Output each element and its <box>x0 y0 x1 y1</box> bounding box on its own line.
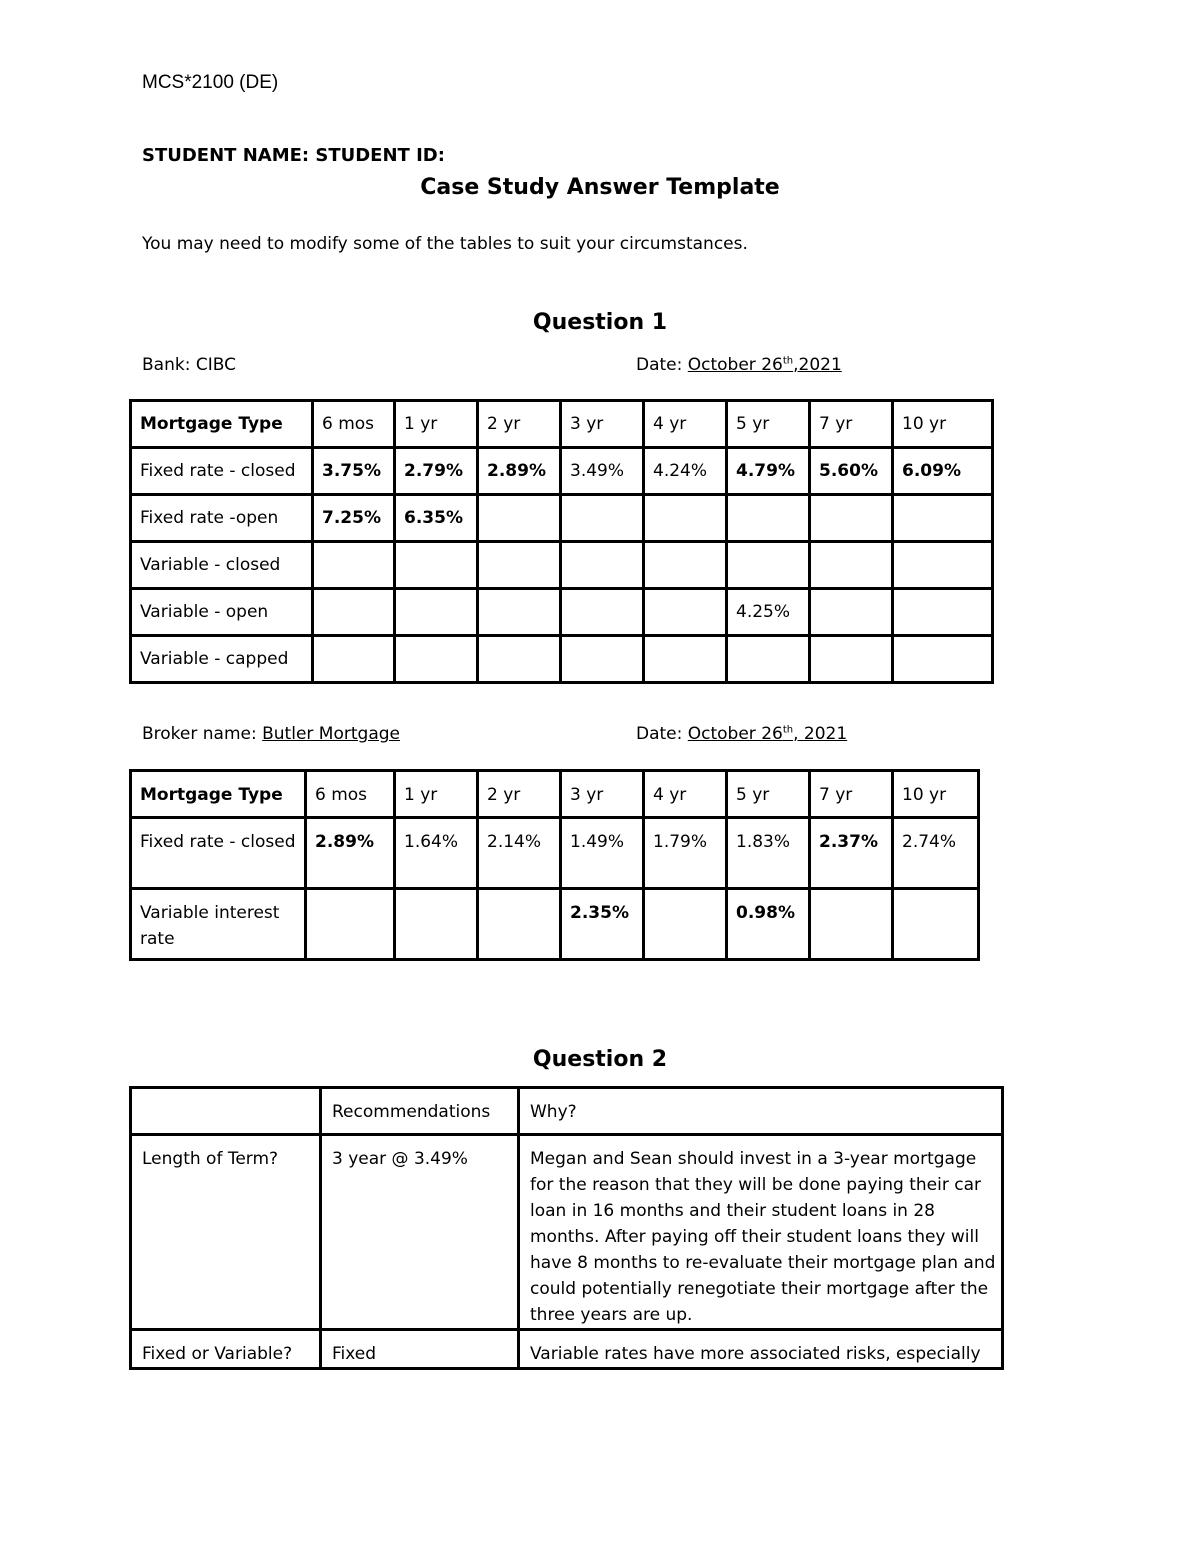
column-header: 6 mos <box>306 771 395 818</box>
rate-cell: 1.64% <box>395 818 478 889</box>
bank-date-label: Date: <box>636 355 688 375</box>
rate-cell <box>810 889 893 960</box>
broker-line <box>142 724 400 744</box>
recommendations-table <box>129 1086 1004 1370</box>
column-header: 5 yr <box>727 771 810 818</box>
rate-cell <box>893 636 993 683</box>
column-header: 2 yr <box>478 401 561 448</box>
rate-cell <box>893 542 993 589</box>
broker-label: Broker name: <box>142 724 263 744</box>
rate-cell <box>810 495 893 542</box>
rate-cell: 1.49% <box>561 818 644 889</box>
rate-cell <box>313 636 395 683</box>
rate-cell <box>644 889 727 960</box>
rate-cell <box>893 589 993 636</box>
bank-date <box>636 355 842 375</box>
why-cell: Variable rates have more associated risks, especially <box>519 1330 1003 1369</box>
column-header: 6 mos <box>313 401 395 448</box>
column-header: Mortgage Type <box>131 401 313 448</box>
column-header: 2 yr <box>478 771 561 818</box>
broker-date <box>636 724 847 744</box>
rate-cell <box>395 542 478 589</box>
rate-cell: 6.35% <box>395 495 478 542</box>
rate-cell <box>313 589 395 636</box>
rate-cell: 2.35% <box>561 889 644 960</box>
rate-cell: 4.24% <box>644 448 727 495</box>
column-header: 3 yr <box>561 771 644 818</box>
rate-cell: 4.25% <box>727 589 810 636</box>
column-header: 4 yr <box>644 771 727 818</box>
row-label: Fixed rate - closed <box>131 818 306 889</box>
rate-cell: 2.14% <box>478 818 561 889</box>
rate-cell: 6.09% <box>893 448 993 495</box>
rate-cell <box>727 636 810 683</box>
rate-cell <box>644 636 727 683</box>
column-header: 10 yr <box>893 401 993 448</box>
column-header: 7 yr <box>810 771 893 818</box>
table-row <box>131 818 979 889</box>
rate-cell <box>810 636 893 683</box>
rate-cell <box>478 495 561 542</box>
rate-cell <box>893 495 993 542</box>
rate-cell: 2.89% <box>306 818 395 889</box>
table-row <box>131 589 993 636</box>
table-row <box>131 889 979 960</box>
rate-cell <box>478 589 561 636</box>
rate-cell: 7.25% <box>313 495 395 542</box>
rate-cell <box>561 495 644 542</box>
rate-cell: 2.37% <box>810 818 893 889</box>
row-label: Variable interest rate <box>131 889 306 960</box>
column-header: 1 yr <box>395 401 478 448</box>
rate-cell: 1.83% <box>727 818 810 889</box>
column-header: 1 yr <box>395 771 478 818</box>
broker-rates-table <box>129 769 980 961</box>
question-1-heading: Question 1 <box>532 310 668 335</box>
rate-cell: 3.49% <box>561 448 644 495</box>
rate-cell <box>313 542 395 589</box>
rate-cell <box>644 589 727 636</box>
bank-rates-table <box>129 399 994 684</box>
rate-cell <box>478 889 561 960</box>
rate-cell: 2.89% <box>478 448 561 495</box>
row-label: Fixed rate -open <box>131 495 313 542</box>
rate-cell <box>727 495 810 542</box>
recommendation-cell: Fixed <box>321 1330 519 1369</box>
row-label: Variable - capped <box>131 636 313 683</box>
rate-cell <box>478 636 561 683</box>
rate-cell: 2.74% <box>893 818 979 889</box>
row-label: Fixed rate - closed <box>131 448 313 495</box>
rate-cell: 3.75% <box>313 448 395 495</box>
table-row <box>131 448 993 495</box>
table-row <box>131 1330 1003 1369</box>
recommendation-cell: 3 year @ 3.49% <box>321 1135 519 1330</box>
row-label: Fixed or Variable? <box>131 1330 321 1369</box>
rate-cell: 4.79% <box>727 448 810 495</box>
question-2-heading: Question 2 <box>532 1047 668 1072</box>
rate-cell <box>478 542 561 589</box>
rate-cell <box>644 542 727 589</box>
rate-cell <box>727 542 810 589</box>
broker-name: Butler Mortgage <box>262 724 400 744</box>
rate-cell: 1.79% <box>644 818 727 889</box>
column-header: 3 yr <box>561 401 644 448</box>
rate-cell: 2.79% <box>395 448 478 495</box>
column-header: 4 yr <box>644 401 727 448</box>
row-label: Variable - open <box>131 589 313 636</box>
bank-label: Bank: CIBC <box>142 355 236 375</box>
row-label: Length of Term? <box>131 1135 321 1330</box>
rate-cell <box>893 889 979 960</box>
rate-cell <box>561 636 644 683</box>
page-title: Case Study Answer Template <box>420 175 780 200</box>
why-cell: Megan and Sean should invest in a 3-year mortgage for the reason that they will be done paying their car loan in 16 months and their student loans in 28 months. After paying off their student loans they will have 8 months to re-evaluate their mortgage plan and could potentially renegotiate their mortgage after the three years are up. <box>519 1135 1003 1330</box>
instructions-note: You may need to modify some of the tables to suit your circumstances. <box>142 234 748 254</box>
column-header: Mortgage Type <box>131 771 306 818</box>
rate-cell: 5.60% <box>810 448 893 495</box>
course-code: MCS*2100 (DE) <box>142 72 279 93</box>
column-header: 10 yr <box>893 771 979 818</box>
column-header <box>131 1088 321 1135</box>
student-line: STUDENT NAME: STUDENT ID: <box>142 145 445 166</box>
column-header: 5 yr <box>727 401 810 448</box>
column-header: Why? <box>519 1088 1003 1135</box>
rate-cell <box>561 589 644 636</box>
rate-cell <box>644 495 727 542</box>
rate-cell <box>395 889 478 960</box>
table-row <box>131 636 993 683</box>
rate-cell: 0.98% <box>727 889 810 960</box>
rate-cell <box>810 589 893 636</box>
rate-cell <box>395 589 478 636</box>
rate-cell <box>810 542 893 589</box>
rate-cell <box>306 889 395 960</box>
column-header: 7 yr <box>810 401 893 448</box>
rate-cell <box>395 636 478 683</box>
table-row <box>131 1135 1003 1330</box>
table-row <box>131 495 993 542</box>
column-header: Recommendations <box>321 1088 519 1135</box>
rate-cell <box>561 542 644 589</box>
row-label: Variable - closed <box>131 542 313 589</box>
broker-date-value: October 26th, 2021 <box>687 724 848 744</box>
broker-date-label: Date: <box>636 724 688 744</box>
table-row <box>131 542 993 589</box>
bank-date-value: October 26th,2021 <box>687 355 842 375</box>
